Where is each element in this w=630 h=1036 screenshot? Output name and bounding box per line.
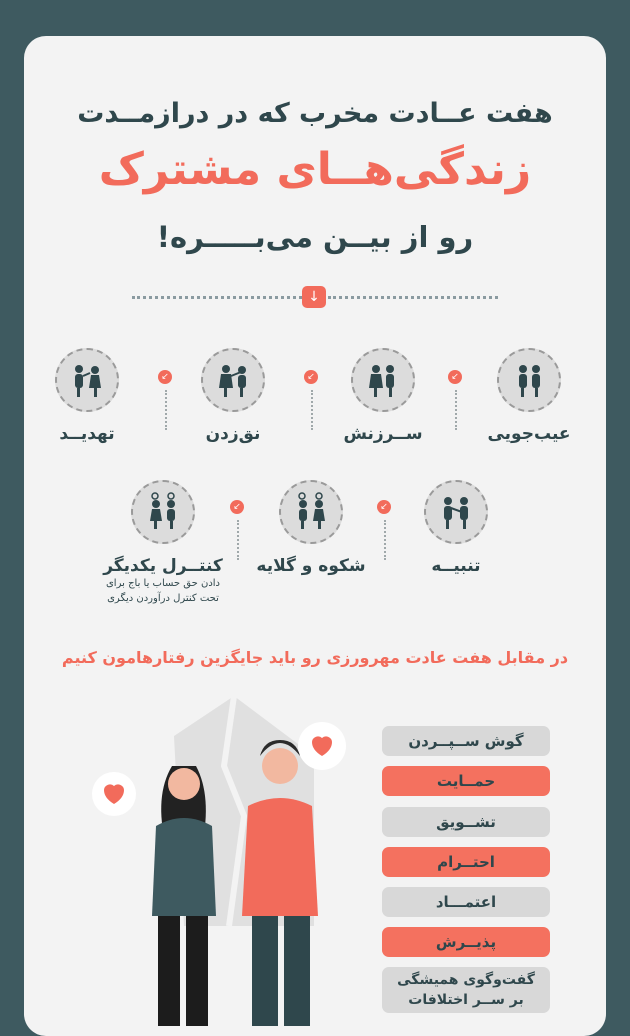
- divider-left: [132, 296, 302, 299]
- virtue-dialogue-line1: گفت‌وگوی همیشگی: [397, 972, 535, 988]
- habit-control: [98, 480, 228, 606]
- virtue-support: حمــایت: [382, 766, 550, 796]
- nagging-icon: [201, 348, 265, 412]
- connector: ↙: [158, 370, 174, 430]
- habit-punishment: [391, 480, 521, 576]
- habit-label: ســرزنش: [343, 424, 423, 444]
- connector: ↙: [377, 500, 393, 560]
- virtue-respect: احتــرام: [382, 847, 550, 877]
- habit-fault-finding: [464, 348, 594, 444]
- habit-complaint: [246, 480, 376, 576]
- habit-label: نق‌زدن: [205, 424, 261, 444]
- habit-label: تنبیــه: [431, 556, 481, 576]
- blame-icon: [351, 348, 415, 412]
- virtue-encouragement: تشــویق: [382, 807, 550, 837]
- habit-label: کنتــرل یکدیگر: [103, 556, 223, 576]
- habit-nagging: [168, 348, 298, 444]
- down-arrow-icon: ↓: [302, 286, 326, 308]
- virtue-trust: اعتمـــاد: [382, 887, 550, 917]
- habit-blame: [318, 348, 448, 444]
- habit-label: تهدیــد: [59, 424, 115, 444]
- threat-icon: [55, 348, 119, 412]
- complaint-icon: [279, 480, 343, 544]
- virtue-acceptance: پذیــرش: [382, 927, 550, 957]
- virtue-listening: گوش ســپــردن: [382, 726, 550, 756]
- section-subtitle: در مقابل هفت عادت مهرورزی رو باید جایگزین رفتارهامون کنیم: [61, 648, 569, 667]
- header-line-2: زندگی‌هــای مشترک: [98, 144, 532, 195]
- virtue-dialogue: [382, 967, 550, 1013]
- habit-label: عیب‌جویی: [487, 424, 571, 444]
- couple-illustration: [84, 676, 374, 1036]
- connector: ↙: [304, 370, 320, 430]
- habit-description: دادن حق حساب یا باج برای: [105, 578, 221, 589]
- habit-threat: [24, 348, 152, 444]
- connector: ↙: [448, 370, 464, 430]
- fault-finding-icon: [497, 348, 561, 412]
- connector: ↙: [230, 500, 246, 560]
- control-icon: [131, 480, 195, 544]
- infographic-card: [24, 36, 606, 1036]
- divider-right: [328, 296, 498, 299]
- virtue-dialogue-line2: بر ســر اختلافات: [408, 992, 524, 1008]
- habit-label: شکوه و گلایه: [256, 556, 366, 576]
- header-line-3: رو از بیــن می‌بـــــره!: [156, 220, 474, 254]
- header-line-1: هفت عــادت مخرب که در درازمــدت: [77, 98, 553, 129]
- habit-description: تحت کنترل درآوردن دیگری: [107, 593, 219, 604]
- punishment-icon: [424, 480, 488, 544]
